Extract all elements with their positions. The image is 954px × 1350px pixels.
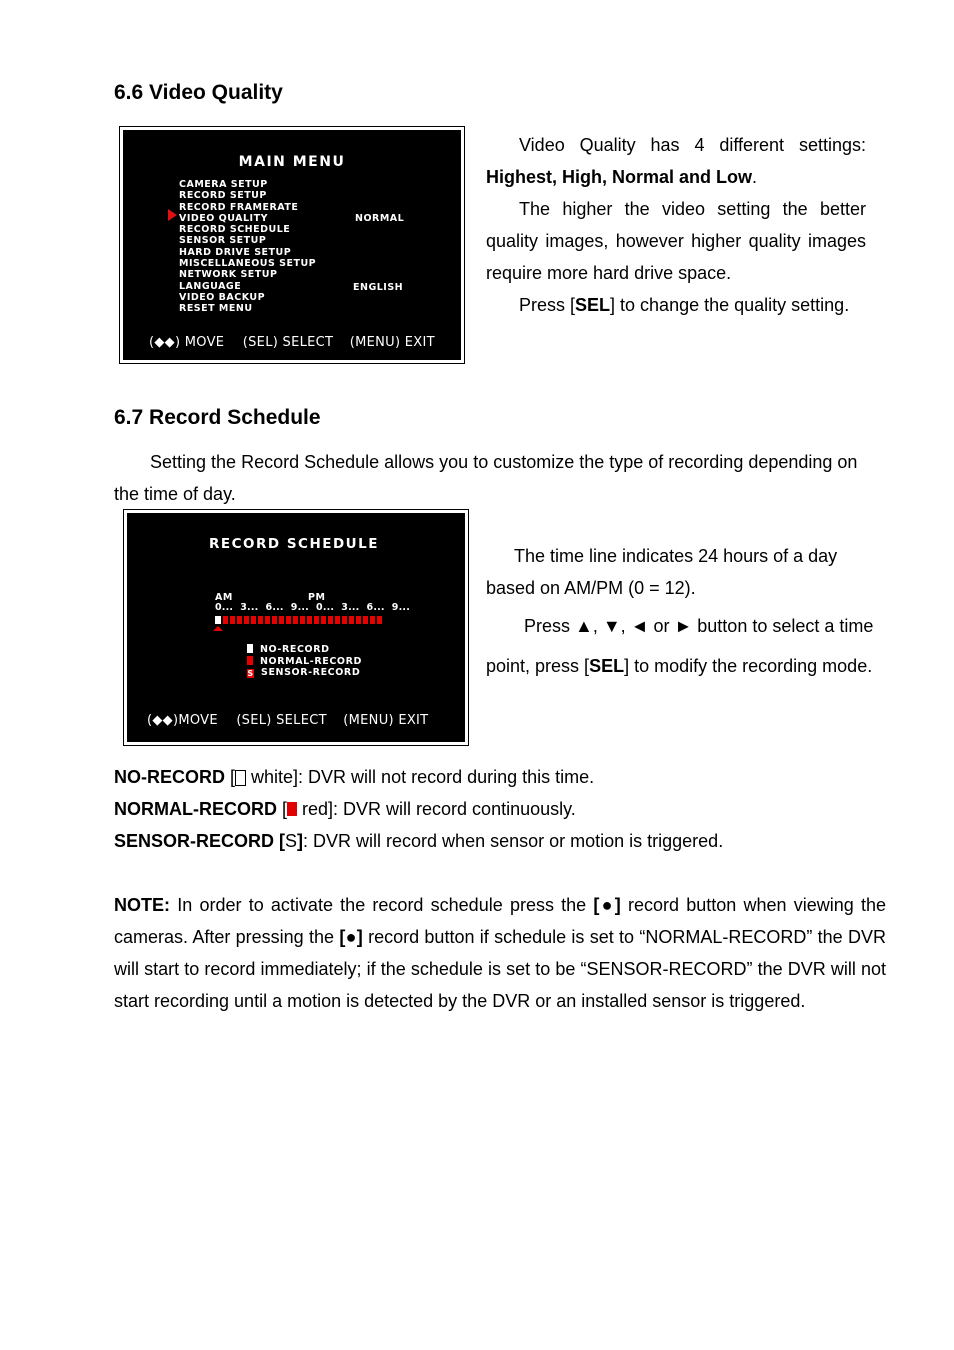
section-heading-record-schedule: 6.7 Record Schedule [114, 406, 321, 429]
legend-normal-record: NORMAL-RECORD [247, 656, 362, 668]
record-schedule-screenshot [123, 509, 469, 746]
record-schedule-intro: Setting the Record Schedule allows you to customize the type of recording depending on the time of day. [114, 452, 858, 504]
schedule-legend [247, 644, 362, 679]
menu-item-reset-menu[interactable]: RESET MENU [179, 303, 253, 315]
main-menu-screen [123, 130, 461, 360]
footer-exit: (MENU) EXIT [349, 335, 435, 350]
timeline-slot[interactable] [335, 616, 340, 624]
timeline-slot[interactable] [356, 616, 361, 624]
timeline-slot[interactable] [251, 616, 256, 624]
menu-item-video-backup[interactable]: VIDEO BACKUP [179, 291, 266, 303]
main-menu-list [179, 179, 316, 315]
timeline-slot[interactable] [349, 616, 354, 624]
main-menu-title: MAIN MENU [238, 154, 346, 170]
vq-paragraph-3: Press [SEL] to change the quality setting. [519, 295, 850, 315]
footer-select: (SEL) SELECT [236, 713, 327, 728]
legend-sensor-record: S SENSOR-RECORD [247, 667, 361, 678]
move-arrows-icon: (◆◆ [147, 713, 173, 728]
timeline-slot[interactable] [363, 616, 368, 624]
timeline-slot[interactable] [258, 616, 263, 624]
timeline-slot[interactable] [321, 616, 326, 624]
video-quality-value: NORMAL [355, 213, 405, 224]
timeline-pointer-icon [213, 626, 223, 631]
footer-select: (SEL) SELECT [242, 335, 334, 350]
timeline-slot[interactable] [230, 616, 235, 624]
record-mode-legend [114, 761, 886, 857]
menu-item-record-setup[interactable]: RECORD SETUP [179, 190, 267, 202]
menu-item-video-quality[interactable]: VIDEO QUALITY [179, 212, 268, 224]
footer-move: MOVE [184, 335, 225, 350]
record-button-icon: [●] [593, 895, 621, 915]
main-menu-footer [149, 335, 435, 350]
sel-key: SEL [589, 656, 625, 676]
timeline-slot[interactable] [328, 616, 333, 624]
white-square-icon [247, 644, 253, 653]
legend-line-no-record: NO-RECORD [ white]: DVR will not record during this time. [114, 767, 595, 787]
video-quality-description [486, 129, 866, 321]
menu-item-sensor-setup[interactable]: SENSOR SETUP [179, 235, 267, 247]
timeline-slot[interactable] [286, 616, 291, 624]
section-heading-video-quality: 6.6 Video Quality [114, 81, 283, 104]
timeline-slot[interactable] [237, 616, 242, 624]
record-schedule-screen [127, 513, 465, 742]
rs-paragraph-2: Press ▲, ▼, ◄ or ► button to select a time point, press [SEL] to modify the recording mode. [486, 616, 874, 676]
timeline-slot[interactable] [314, 616, 319, 624]
pm-label: PM [308, 592, 326, 603]
note-label: NOTE: [114, 895, 170, 915]
timeline-slot[interactable] [377, 616, 382, 624]
menu-item-hard-drive-setup[interactable]: HARD DRIVE SETUP [179, 246, 292, 258]
rs-paragraph-1: The time line indicates 24 hours of a day based on AM/PM (0 = 12). [486, 546, 838, 598]
white-box-icon [235, 770, 246, 786]
timeline-slot[interactable] [265, 616, 270, 624]
timeline-slot[interactable] [342, 616, 347, 624]
record-note: NOTE: In order to activate the record schedule press the [●] record button when viewing the cameras. After pressing the [●] record button if schedule is set to “NORMAL-RECORD” the DVR will start to record immediately; if the schedule is set to be “SENSOR-RECORD” the DVR will not start recording until a motion is detected by the DVR or an installed sensor is triggered. [114, 895, 886, 1011]
sel-key: SEL [575, 295, 611, 315]
footer-move: )MOVE [172, 713, 218, 728]
record-schedule-description [486, 540, 876, 686]
timeline-cursor-slot [215, 616, 221, 624]
sensor-s-icon: S [247, 669, 254, 678]
vq-paragraph-1: Video Quality has 4 different settings: Highest, High, Normal and Low. [486, 135, 866, 187]
am-label: AM [215, 592, 233, 603]
timeline-slot[interactable] [293, 616, 298, 624]
record-schedule-title: RECORD SCHEDULE [209, 536, 379, 552]
timeline-bar [223, 616, 382, 624]
vq-settings-list: Highest, High, Normal and Low [486, 167, 753, 187]
record-button-icon: [●] [339, 927, 363, 947]
selection-arrow-icon [168, 209, 177, 221]
main-menu-screenshot [119, 126, 465, 364]
menu-item-record-schedule[interactable]: RECORD SCHEDULE [179, 224, 291, 236]
legend-no-record: NO-RECORD [247, 644, 362, 656]
timeline-slot[interactable] [279, 616, 284, 624]
menu-item-camera-setup[interactable]: CAMERA SETUP [179, 179, 268, 190]
menu-item-miscellaneous-setup[interactable]: MISCELLANEOUS SETUP [179, 258, 317, 270]
timeline-slot[interactable] [223, 616, 228, 624]
timeline-slot[interactable] [244, 616, 249, 624]
red-square-icon [247, 656, 253, 665]
vq-paragraph-2: The higher the video setting the better quality images, however higher quality images require more hard drive space. [486, 199, 866, 283]
hours-row: 0... 3... 6... 9... 0... 3... 6... 9... [215, 602, 410, 613]
menu-item-network-setup[interactable]: NETWORK SETUP [179, 269, 278, 281]
timeline-slot[interactable] [300, 616, 305, 624]
timeline-slot[interactable] [307, 616, 312, 624]
timeline-slot[interactable] [370, 616, 375, 624]
red-box-icon [287, 802, 297, 816]
move-arrows-icon: (◆◆) [149, 335, 181, 350]
legend-line-normal-record: NORMAL-RECORD [ red]: DVR will record continuously. [114, 799, 576, 819]
record-schedule-footer [147, 713, 428, 728]
legend-line-sensor-record: SENSOR-RECORD [S]: DVR will record when sensor or motion is triggered. [114, 831, 724, 851]
footer-exit: (MENU) EXIT [343, 713, 429, 728]
menu-item-language[interactable]: LANGUAGE [179, 280, 242, 292]
menu-item-record-framerate[interactable]: RECORD FRAMERATE [179, 201, 299, 213]
timeline-slot[interactable] [272, 616, 277, 624]
language-value: ENGLISH [353, 282, 404, 293]
